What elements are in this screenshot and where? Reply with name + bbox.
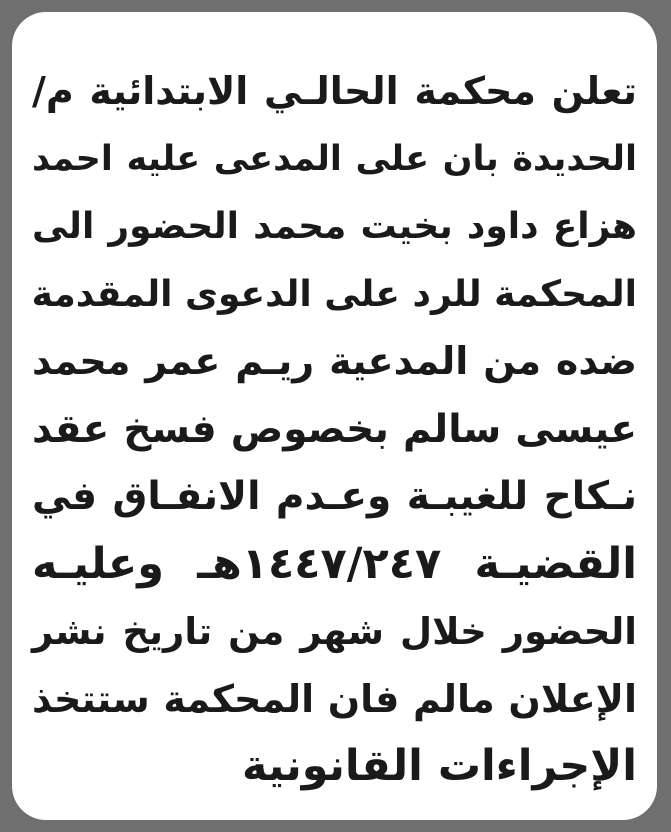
- announcement-line: ضده من المدعية ريـم عمر محمد: [32, 339, 637, 383]
- announcement-line: القضيـة ١٤٤٧/٢٤٧هـ وعليـه: [32, 538, 637, 589]
- announcement-card: [12, 12, 657, 820]
- announcement-line: الحضور خلال شهر من تاريخ نشر: [32, 610, 637, 653]
- announcement-line: هزاع داود بخيت محمد الحضور الى: [32, 206, 637, 247]
- announcement-line: تعلن محكمة الحالـي الابتدائية م/: [32, 69, 637, 113]
- announcement-line: الحديدة بان على المدعى عليه احمد: [32, 138, 637, 179]
- announcement-line: نـكاح للغيبـة وعـدم الانفـاق في: [32, 474, 637, 519]
- announcement-line-last: الإجراءات القانونية: [242, 741, 637, 791]
- announcement-line: الإعلان مالم فان المحكمة ستتخذ: [32, 676, 637, 721]
- announcement-line: المحكمة للرد على الدعوى المقدمة: [31, 273, 637, 315]
- announcement-line: عيسى سالم بخصوص فسخ عقد: [32, 406, 637, 452]
